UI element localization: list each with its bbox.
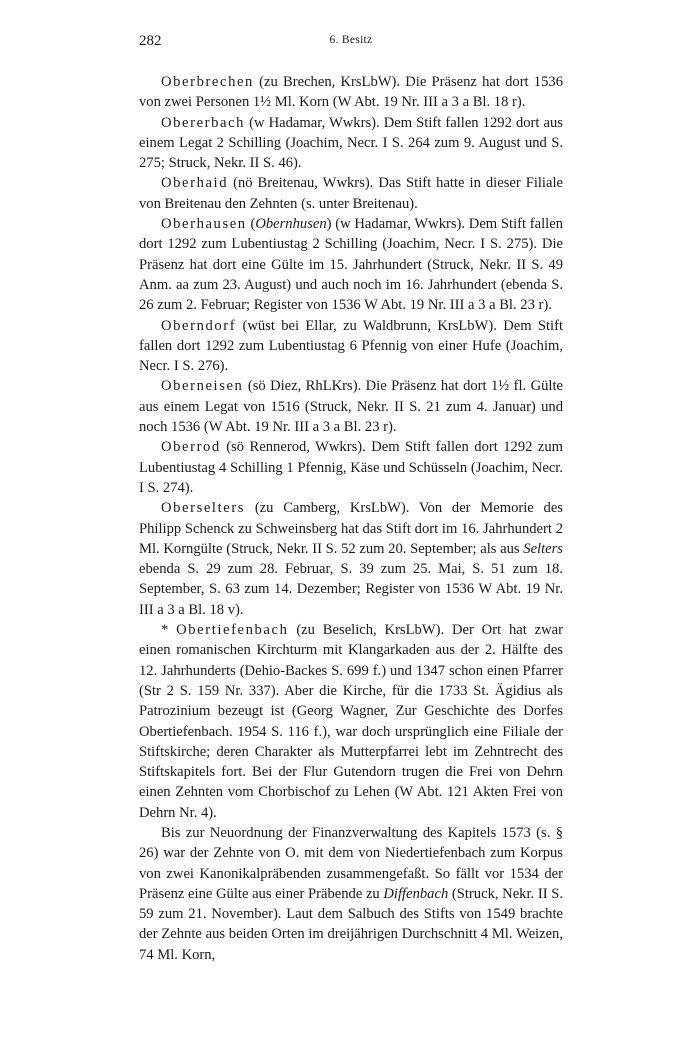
page-number: 282 [139, 33, 162, 49]
place-name: Obertiefenbach [176, 622, 289, 639]
place-name: Oberndorf [161, 317, 237, 334]
entry-oberselters [139, 498, 563, 620]
entry-text: (zu Camberg, KrsLbW). Von der Memorie des Philipp Schenck zu Schweinsberg hat das Stift dort im 16. Jahrhundert 2 Ml. Korngülte (Struck, Nekr. II S. 52 zum 20. September; als aus [139, 500, 563, 557]
place-name: Oberhausen [161, 216, 247, 233]
paragraph-text: (Struck, Nekr. II S. 59 zum 21. November). Laut dem Salbuch des Stifts von 1549 brachte der Zehnte aus beiden Orten im dreijährigen Durchschnitt 4 Ml. Weizen, 74 Ml. Korn, [139, 885, 563, 963]
entry-oberhaid [139, 173, 563, 214]
entry-oberndorf [139, 316, 563, 377]
historical-name: Selters [523, 540, 563, 557]
paragraph-zehnte [139, 823, 563, 965]
entry-obererbach [139, 113, 563, 174]
entry-text: ebenda S. 29 zum 28. Februar, S. 39 zum 25. Mai, S. 51 zum 18. September, S. 63 zum 14. Dezember; Register von 1536 W Abt. 19 Nr. III a 3 a Bl. 18 v). [139, 561, 563, 618]
document-page [139, 0, 563, 965]
place-name: Oberbrechen [161, 74, 254, 90]
place-name: Oberrod [161, 439, 221, 456]
entry-text: (nö Breitenau, Wwkrs). Das Stift hatte in dieser Filiale von Breitenau den Zehnten (s. unter Breitenau). [139, 175, 563, 212]
entry-text: (sö Rennerod, Wwkrs). Dem Stift fallen dort 1292 zum Lubentiustag 4 Schilling 1 Pfennig, Käse und Schüsseln (Joachim, Necr. I S. 274). [139, 439, 563, 496]
text-body [139, 72, 563, 965]
entry-text: (sö Diez, RhLKrs). Die Präsenz hat dort 1½ fl. Gülte aus einem Legat von 1516 (Struck, Nekr. II S. 21 zum 4. Januar) und noch 1536 (W Abt. 19 Nr. III a 3 a Bl. 23 r). [139, 378, 563, 436]
entry-text: ( [246, 216, 256, 233]
historical-name: Diffenbach [383, 885, 449, 902]
entry-text: ) (w Hadamar, Wwkrs). Dem Stift fallen dort 1292 zum Lubentiustag 2 Schilling (Joachim, Necr. I S. 275). Die Präsenz hat dort eine Gülte im 15. Jahrhundert (Struck, Nekr. II S. 49 Anm. aa zum 23. August) und auch noch im 16. Jahrhundert (ebenda S. 26 zum 2. Februar; Register von 1536 W Abt. 19 Nr. III a 3 a Bl. 23 r). [139, 216, 563, 314]
running-head: 6. Besitz [329, 34, 373, 46]
entry-text: (zu Brechen, KrsLbW). Die Präsenz hat dort 1536 von zwei Personen 1½ Ml. Korn (W Abt. 19 Nr. III a 3 a Bl. 18 r). [139, 74, 563, 111]
paragraph-text: Bis zur Neuordnung der Finanzverwaltung des Kapitels 1573 (s. § 26) war der Zehnte von O. mit dem von Niedertiefenbach zum Korpus von zwei Kanonikalpräbenden zusammengefaßt. So fällt vor 1534 der Präsenz eine Gülte aus einer Präbende zu [139, 824, 563, 902]
entry-obertiefenbach [139, 620, 563, 823]
entry-marker: * [161, 622, 177, 639]
entry-oberrod [139, 437, 563, 498]
entry-text: (wüst bei Ellar, zu Waldbrunn, KrsLbW). Dem Stift fallen dort 1292 zum Lubentiustag 6 Pfennig von einer Hufe (Joachim, Necr. I S. 276). [139, 317, 563, 375]
entry-oberneisen [139, 376, 563, 437]
entry-oberhausen [139, 214, 563, 315]
place-name: Oberselters [161, 500, 246, 517]
entry-oberbrechen [139, 72, 563, 113]
place-name: Oberneisen [161, 378, 244, 395]
place-name: Oberhaid [161, 175, 229, 192]
place-name: Obererbach [161, 114, 246, 131]
entry-text: (zu Beselich, KrsLbW). Der Ort hat zwar einen romanischen Kirchturm mit Klangarkaden aus der 2. Hälfte des 12. Jahrhunderts (Dehio-Backes S. 699 f.) und 1347 schon einen Pfarrer (Str 2 S. 159 Nr. 337). Aber die Kirche, für die 1733 St. Ägidius als Patrozinium bezeugt ist (Georg Wagner, Zur Geschichte des Dorfes Obertiefenbach. 1954 S. 116 f.), war doch ursprünglich eine Filiale der Stiftskirche; deren Charakter als Mutterpfarrei lebt im Zehntrecht des Stiftskapitels fort. Bei der Flur Gutendorn trugen die Frei von Dehrn einen Zehnten vom Chorbischof zu Lehen (W Abt. 121 Akten Frei von Dehrn Nr. 4). [139, 622, 563, 821]
historical-name: Obernhusen [255, 216, 327, 233]
entry-text: (w Hadamar, Wwkrs). Dem Stift fallen 1292 dort aus einem Legat 2 Schilling (Joachim, Necr. I S. 264 zum 9. August und S. 275; Struck, Nekr. II S. 46). [139, 114, 563, 172]
page-header [139, 33, 563, 55]
